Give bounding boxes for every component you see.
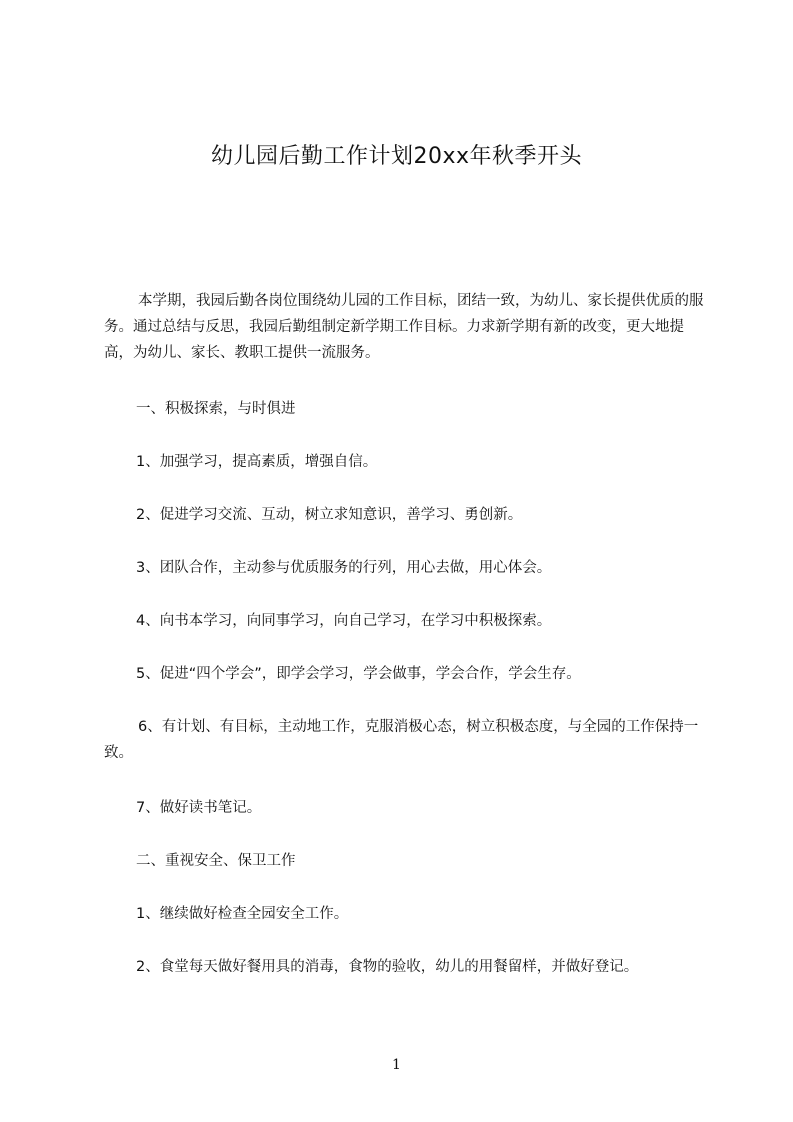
list-item: 3、团队合作，主动参与优质服务的行列，用心去做，用心体会。 <box>136 560 552 576</box>
section-heading-2: 二、重视安全、保卫工作 <box>136 853 296 869</box>
page-number: 1 <box>392 1057 401 1073</box>
list-item: 1、加强学习，提高素质，增强自信。 <box>136 454 378 470</box>
list-item: 7、做好读书笔记。 <box>136 800 262 816</box>
list-item: 4、向书本学习，向同事学习，向自己学习，在学习中积极探索。 <box>136 613 552 629</box>
section-heading-1: 一、积极探索，与时俱进 <box>136 401 296 417</box>
list-item: 1、继续做好检查全园安全工作。 <box>136 906 349 922</box>
intro-paragraph: 本学期，我园后勤各岗位围绕幼儿园的工作目标，团结一致，为幼儿、家长提供优质的服务。通过总结与反思，我园后勤组制定新学期工作目标。力求新学期有新的改变，更大地提高，为幼儿、家长、教职工提供一流服务。 <box>104 293 704 361</box>
list-item: 5、促进“四个学会”，即学会学习，学会做事，学会合作，学会生存。 <box>136 666 581 682</box>
list-item: 6、有计划、有目标，主动地工作，克服消极心态，树立积极态度，与全园的工作保持一致。 <box>104 719 699 761</box>
list-item: 2、食堂每天做好餐用具的消毒，食物的验收，幼儿的用餐留样，并做好登记。 <box>136 959 639 975</box>
list-item: 2、促进学习交流、互动，树立求知意识，善学习、勇创新。 <box>136 507 523 523</box>
document-title: 幼儿园后勤工作计划20xx年秋季开头 <box>210 144 583 169</box>
